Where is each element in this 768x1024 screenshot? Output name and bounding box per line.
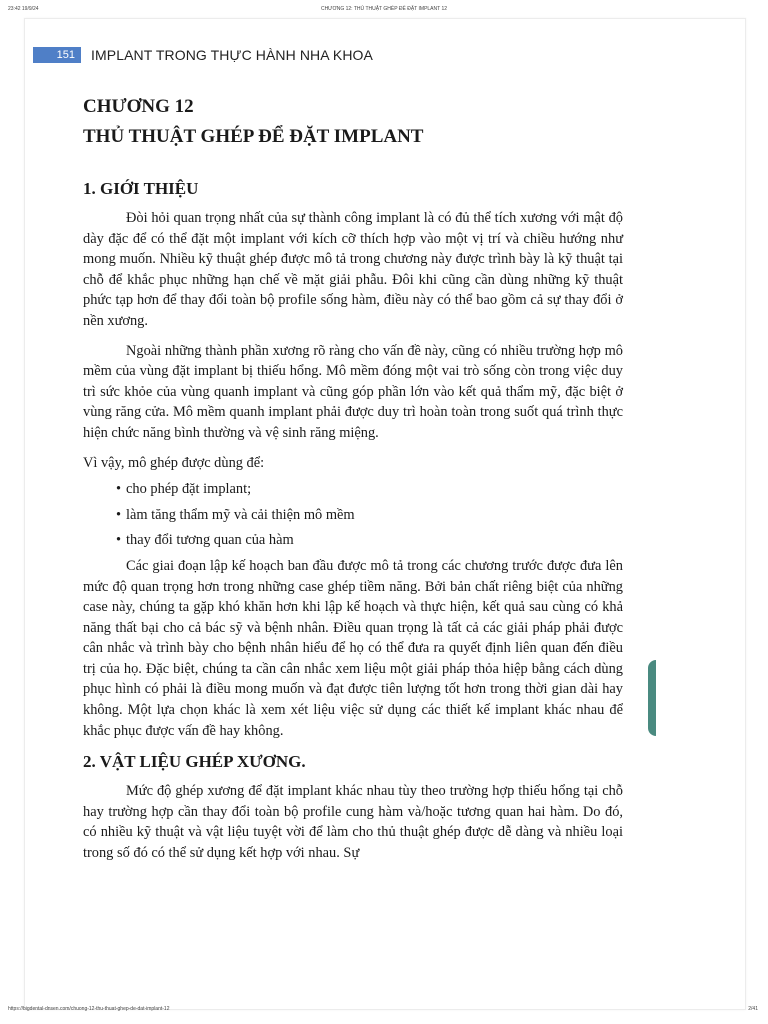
running-title: IMPLANT TRONG THỰC HÀNH NHA KHOA — [91, 47, 373, 63]
bullet-icon: • — [116, 481, 122, 498]
list-item — [116, 505, 623, 526]
section-1-paragraph-3: Các giai đoạn lập kế hoạch ban đầu được mô tả trong các chương trước được đưa lên mức độ quan trọng hơn trong những case ghép tiềm năng. Bởi bản chất riêng biệt của những case này, chúng ta gặp khó khăn hơn khi lập kế hoạch và thực hiện, kết quả sau cùng có khả năng thất bại cho cả bác sỹ và bệnh nhân. Điều quan trọng là tất cả các giải pháp phải được cân nhắc và trình bày cho bệnh nhân hiểu để họ có thể đưa ra quyết định liên quan đến điều trị của họ. Đặc biệt, chúng ta cần cân nhắc xem liệu một giải pháp thỏa hiệp bằng cách dùng phục hình có phải là điều mong muốn và đạt được tiên lượng tốt hơn trong thời gian dài hay không. Một lựa chọn khác là xem xét liệu việc sử dụng các thiết kế implant khác nhau để khắc phục được vấn đề hay không. — [83, 557, 623, 739]
print-page-count: 2/41 — [748, 1006, 758, 1012]
print-date: 23:42 19/9/24 — [8, 6, 39, 12]
page-number-badge: 151 — [33, 47, 81, 63]
section-2-paragraph-1: Mức độ ghép xương để đặt implant khác nhau tùy theo trường hợp thiếu hổng tại chỗ hay trường hợp cần thay đổi toàn bộ profile cung hàm và/hoặc tương quan hai hàm. Do đó, có nhiều kỹ thuật và vật liệu tuyệt vời để làm cho thủ thuật ghép được dễ dàng và nhiều loại trong số đó có thể sử dụng kết hợp với nhau. Sự — [83, 783, 623, 862]
section-1-bullet-list — [83, 479, 623, 551]
running-head — [33, 46, 373, 64]
bullet-icon: • — [116, 532, 122, 549]
bullet-icon: • — [116, 506, 122, 523]
print-footer — [0, 1006, 768, 1018]
list-item-text: thay đổi tương quan của hàm — [126, 532, 294, 549]
list-item — [116, 530, 623, 551]
page-content — [83, 92, 623, 873]
print-header — [0, 6, 768, 18]
print-url: https://bigdental-dnsen.com/chuong-12-thu-thuat-ghep-de-dat-implant-12 — [8, 1006, 170, 1012]
section-1-heading: 1. GIỚI THIỆU — [83, 179, 199, 198]
chapter-number: CHƯƠNG 12 — [83, 96, 194, 117]
list-item-text: cho phép đặt implant; — [126, 481, 252, 498]
list-item-text: làm tăng thẩm mỹ và cải thiện mô mềm — [126, 506, 355, 523]
side-scroll-tab[interactable] — [648, 660, 656, 736]
section-1-paragraph-2: Ngoài những thành phần xương rõ ràng cho vấn đề này, cũng có nhiều trường hợp mô mềm của vùng đặt implant bị thiếu hổng. Mô mềm đóng một vai trò sống còn trong việc duy trì sức khỏe của vùng quanh implant và cũng góp phần lớn vào kết quả thẩm mỹ, đặc biệt ở vùng răng cửa. Mô mềm quanh implant phải được duy trì hoàn toàn trong suốt quá trình thực hiện chức năng bình thường và vệ sinh răng miệng. — [83, 342, 623, 441]
section-1-list-lead: Vì vậy, mô ghép được dùng để: — [83, 454, 265, 471]
chapter-title: THỦ THUẬT GHÉP ĐỂ ĐẶT IMPLANT — [83, 126, 424, 147]
print-title: CHƯƠNG 12: THỦ THUẬT GHÉP ĐỂ ĐẶT IMPLANT 12 — [320, 6, 448, 12]
section-1-paragraph-1: Đòi hỏi quan trọng nhất của sự thành công implant là có đủ thể tích xương với mật độ dày đặc để có thể đặt một implant với kích cỡ thích hợp vào một vị trí và chiều hướng như mong muốn. Nhiều kỹ thuật ghép được mô tả trong chương này được trình bày là kỹ thuật tại chỗ để khắc phục những hạn chế về mặt giải phẫu. Đôi khi cũng cần dùng những kỹ thuật phức tạp hơn để thay đổi toàn bộ profile sống hàm, điều này có thể bao gồm cả sự thay đổi ở nền xương. — [83, 210, 623, 329]
section-2-heading: 2. VẬT LIỆU GHÉP XƯƠNG. — [83, 752, 306, 772]
list-item — [116, 479, 623, 500]
